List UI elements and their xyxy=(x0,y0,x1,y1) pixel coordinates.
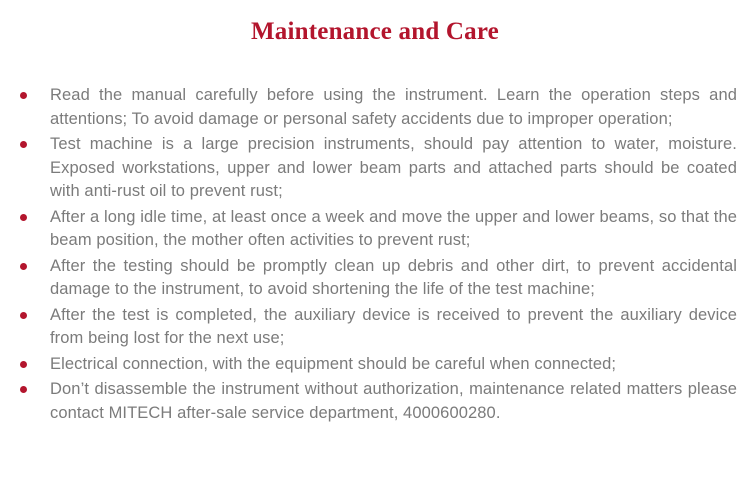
list-item-text: Test machine is a large precision instruments, should pay attention to water, moisture. Exposed workstations, upper and lower beam parts and attached parts should be coated with anti-rust oil to prevent rust; xyxy=(50,135,737,200)
bullet-icon xyxy=(20,263,27,270)
list-item-text: Electrical connection, with the equipment should be careful when connected; xyxy=(50,354,617,373)
list-item-text: Read the manual carefully before using the instrument. Learn the operation steps and attentions; To avoid damage or personal safety accidents due to improper operation; xyxy=(50,86,737,128)
list-item xyxy=(20,84,737,131)
list-item xyxy=(20,255,737,302)
list-item xyxy=(20,353,737,377)
bullet-icon xyxy=(20,141,27,148)
list-item-text: After the test is completed, the auxiliary device is received to prevent the auxiliary device from being lost for the next use; xyxy=(50,305,737,347)
maintenance-list xyxy=(0,84,750,425)
bullet-icon xyxy=(20,312,27,319)
list-item xyxy=(20,304,737,351)
list-item-text: After a long idle time, at least once a week and move the upper and lower beams, so that the beam position, the mother often activities to prevent rust; xyxy=(50,207,738,249)
bullet-icon xyxy=(20,214,27,221)
page-title: Maintenance and Care xyxy=(251,18,499,45)
list-item xyxy=(20,206,737,253)
bullet-icon xyxy=(20,386,27,393)
list-item xyxy=(20,378,737,425)
bullet-icon xyxy=(20,92,27,99)
list-item-text: After the testing should be promptly clean up debris and other dirt, to prevent accidental damage to the instrument, to avoid shortening the life of the test machine; xyxy=(50,256,737,298)
list-item xyxy=(20,133,737,204)
list-item-text: Don’t disassemble the instrument without authorization, maintenance related matters please contact MITECH after-sale service department, 4000600280. xyxy=(50,380,737,422)
bullet-icon xyxy=(20,361,27,368)
